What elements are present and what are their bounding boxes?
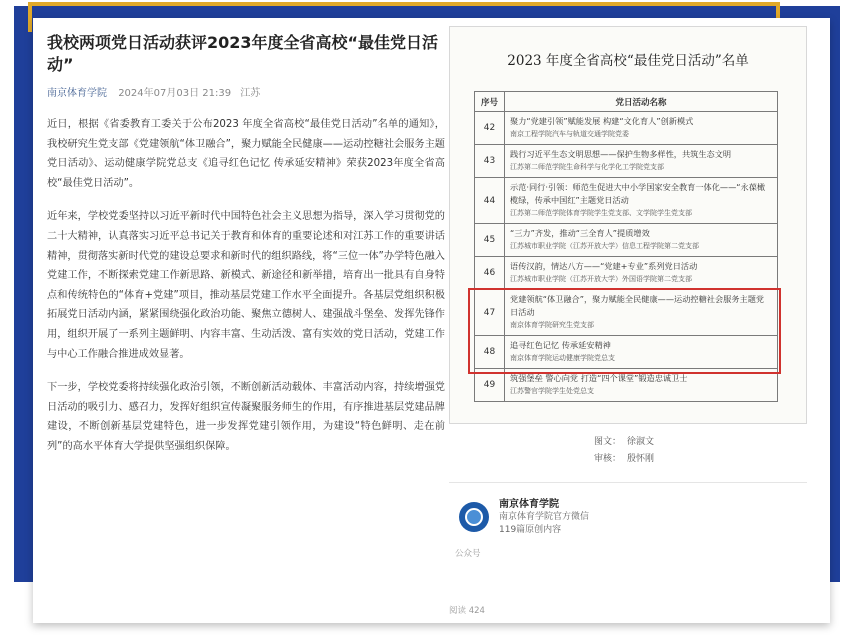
award-list-image[interactable] (449, 26, 807, 424)
author-name: 徐淑文 (627, 437, 655, 447)
row-number: 48 (475, 336, 505, 369)
account-link[interactable]: 南京体育学院 (47, 88, 107, 99)
account-name: 南京体育学院 (499, 498, 559, 510)
row-number: 47 (475, 290, 505, 336)
author-label: 图文： (593, 437, 621, 447)
activity-name: 示范·同行·引领：师范生促进大中小学国家安全教育一体化——“永葆橄榄绿，传承中国红”主题党日活动 (510, 182, 766, 205)
account-info (499, 498, 589, 537)
activity-name: 追寻红色记忆 传承延安精神 (510, 340, 611, 350)
row-number: 44 (475, 178, 505, 224)
activity-organization: 南京工程学院汽车与轨道交通学院党委 (510, 130, 629, 138)
paragraph: 近日，根据《省委教育工委关于公布2023 年度全省高校“最佳党日活动”名单的通知》，我校研究生党支部《党建领航“体卫融合”，聚力赋能全民健康——运动控糖社会服务主题党日活动》、运动健康学院党总支《追寻红色记忆 传承延安精神》荣获2023年度全省高校“最佳党日活动”。 (47, 119, 445, 189)
publish-date: 2024年07月03日 21:39 (118, 88, 232, 99)
row-number: 46 (475, 257, 505, 290)
activity-organization: 江苏第二师范学院体育学院学生党支部、文学院学生党支部 (510, 209, 692, 217)
activity-organization: 江苏城市职业学院（江苏开放大学）信息工程学院第二党支部 (510, 242, 699, 250)
reviewer-name: 殷怀刚 (627, 454, 655, 464)
paragraph: 下一步，学校党委将持续强化政治引领，不断创新活动载体、丰富活动内容，持续增强党日活动的吸引力、感召力，发挥好组织宣传凝聚服务师生的作用，有序推进基层党建品牌建设，不断创新基层党建特色，进一步发挥党建引领作用，为建设“特色鲜明、走在前列”的高水平体育大学提供坚强组织保障。 (47, 382, 445, 452)
credits (445, 434, 803, 468)
article-meta (47, 84, 445, 99)
row-activity (505, 112, 778, 145)
publish-location: 江苏 (240, 88, 261, 99)
reviewer-credit (445, 451, 803, 468)
activity-organization: 江苏第二师范学院生命科学与化学化工学院党支部 (510, 163, 664, 171)
account-article-count: 119篇原创内容 (499, 524, 562, 535)
table-row (475, 257, 778, 290)
article-title: 我校两项党日活动获评2023年度全省高校“最佳党日活动” (47, 33, 439, 74)
row-number: 45 (475, 224, 505, 257)
document-heading: 2023 年度全省高校“最佳党日活动”名单 (507, 53, 749, 69)
highlight-box (468, 288, 781, 374)
reviewer-label: 审核： (593, 454, 621, 464)
activity-organization: 南京体育学院研究生党支部 (510, 321, 594, 329)
row-number: 42 (475, 112, 505, 145)
paragraph: 近年来，学校党委坚持以习近平新时代中国特色社会主义思想为指导，深入学习贯彻党的二十大精神，认真落实习近平总书记关于教育和体育的重要论述和对江苏工作的重要讲话精神，贯彻落实新时代党的建设总要求和新时代的组织路线，将“三位一体”办学特色融入党建工作，不断探索党建工作新思路、新模式、新途径和新举措，培育出一批具有自身特点和传统特色的“体育+党建”项目，推动基层党建工作水平全面提升。各基层党组织积极拓展党日活动内涵，紧紧围绕强化政治功能、聚焦立德树人、建强战斗堡垒、发挥先锋作用，组织开展了一系列主题鲜明、内容丰富、生动活泼、富有实效的党日活动，党建工作与中心工作融合推进成效显著。 (47, 211, 445, 360)
table-row (475, 112, 778, 145)
column-header-no: 序号 (475, 92, 505, 112)
activity-name: 聚力“党建引领”赋能发展 构建“文化育人”创新模式 (510, 116, 694, 126)
row-activity (505, 257, 778, 290)
activity-name: 语传汉韵，情达八方——“党建+专业”系列党日活动 (510, 261, 698, 271)
activity-name: 筑强堡垒 警心向党 打造“四个课堂”锻造忠诚卫士 (510, 373, 688, 383)
article-media-column (445, 26, 825, 559)
author-credit (445, 434, 803, 451)
activity-organization: 南京体育学院运动健康学院党总支 (510, 354, 615, 362)
table-row (475, 145, 778, 178)
account-card[interactable] (449, 493, 807, 541)
table-row (475, 178, 778, 224)
column-header-name: 党日活动名称 (505, 92, 778, 112)
account-logo-icon (459, 502, 489, 532)
activity-name: 践行习近平生态文明思想——保护生物多样性，共筑生态文明 (510, 149, 732, 159)
account-type-label: 公众号 (455, 549, 481, 559)
read-count: 阅读 424 (449, 606, 485, 616)
activity-organization: 江苏城市职业学院（江苏开放大学）外国语学院第二党支部 (510, 275, 692, 283)
row-activity (505, 178, 778, 224)
article-page (33, 18, 830, 623)
article-body (47, 32, 445, 457)
row-activity (505, 145, 778, 178)
table-header-row (475, 92, 778, 112)
row-number: 43 (475, 145, 505, 178)
table-row (475, 224, 778, 257)
divider (449, 482, 807, 483)
row-activity (505, 224, 778, 257)
row-number: 49 (475, 369, 505, 402)
activity-name: “三力”齐发，推动“三全育人”提质增效 (510, 228, 650, 238)
activity-organization: 江苏警官学院学生处党总支 (510, 387, 594, 395)
account-description: 南京体育学院官方微信 (499, 511, 590, 522)
activity-name: 党建领航“体卫融合”，聚力赋能全民健康——运动控糖社会服务主题党日活动 (510, 294, 765, 317)
